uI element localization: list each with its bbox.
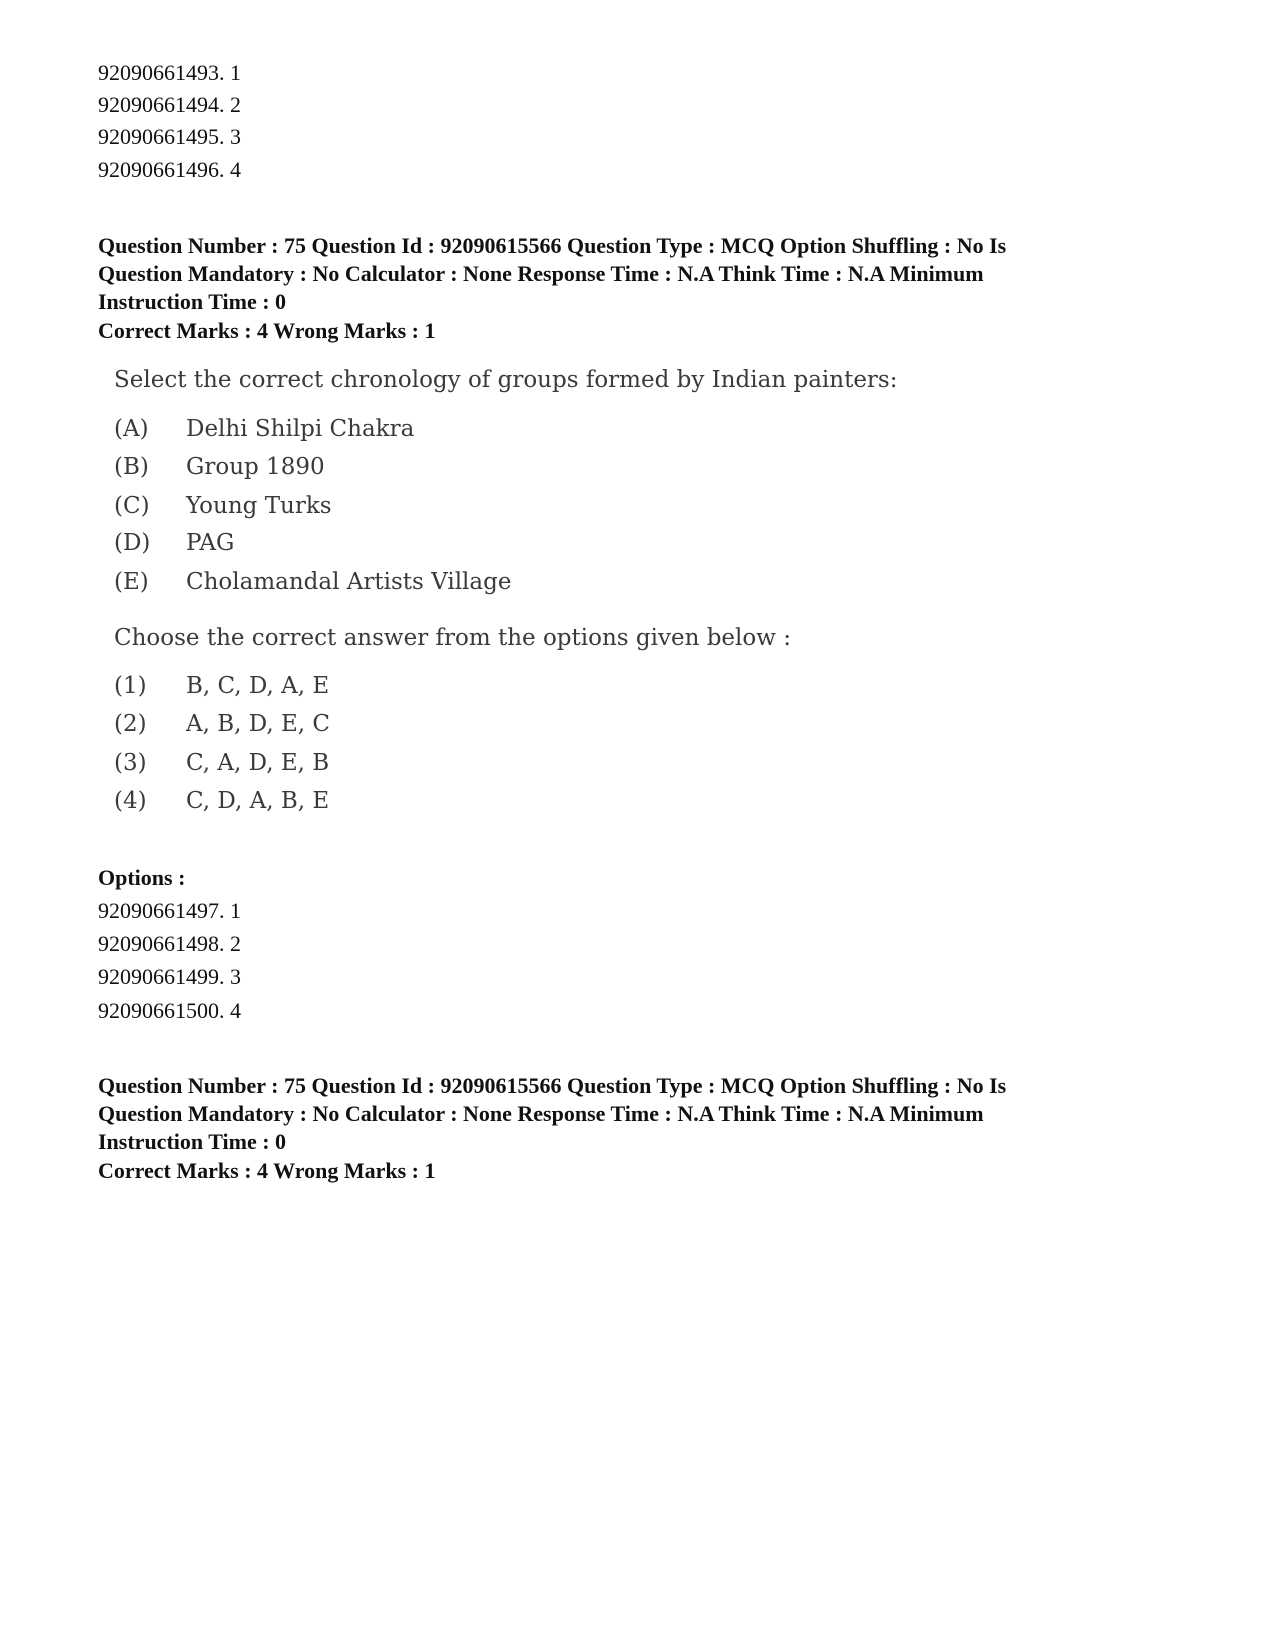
item-tag: (A) xyxy=(114,416,149,442)
answer-choice xyxy=(114,673,329,699)
item-text: Cholamandal Artists Village xyxy=(186,569,512,595)
question-header-line: Question Number : 75 Question Id : 92090615566 Question Type : MCQ Option Shuffling : No Is xyxy=(98,233,1007,258)
question-image xyxy=(98,367,898,848)
choice-text: B, C, D, A, E xyxy=(186,673,330,699)
question-header-line: Question Number : 75 Question Id : 92090615566 Question Type : MCQ Option Shuffling : No Is xyxy=(98,1073,1007,1098)
marks-line: Correct Marks : 4 Wrong Marks : 1 xyxy=(98,1158,436,1183)
question-header-line: Question Mandatory : No Calculator : None Response Time : N.A Think Time : N.A Minimum xyxy=(98,1101,984,1126)
choice-tag: (2) xyxy=(114,711,147,737)
item-text: Young Turks xyxy=(186,493,332,519)
question-header-line: Instruction Time : 0 xyxy=(98,1129,287,1154)
choice-tag: (1) xyxy=(114,673,147,699)
option-line: 92090661498. 2 xyxy=(98,931,241,956)
option-line: 92090661499. 3 xyxy=(98,964,241,989)
question-item xyxy=(114,569,511,595)
option-line: 92090661497. 1 xyxy=(98,898,241,923)
option-line: 92090661495. 3 xyxy=(98,124,241,149)
item-tag: (D) xyxy=(114,530,151,556)
item-tag: (C) xyxy=(114,493,150,519)
answer-choice xyxy=(114,711,330,737)
marks-line: Correct Marks : 4 Wrong Marks : 1 xyxy=(98,318,436,343)
option-line: 92090661493. 1 xyxy=(98,60,241,85)
question-item xyxy=(114,493,332,519)
question-header xyxy=(98,1072,1178,1156)
choice-text: A, B, D, E, C xyxy=(186,711,331,737)
choice-tag: (4) xyxy=(114,788,147,814)
choose-instruction: Choose the correct answer from the options given below : xyxy=(114,625,791,651)
choice-text: C, A, D, E, B xyxy=(186,750,330,776)
question-header-line: Question Mandatory : No Calculator : None Response Time : N.A Think Time : N.A Minimum xyxy=(98,261,984,286)
item-text: Group 1890 xyxy=(186,454,325,480)
choice-tag: (3) xyxy=(114,750,147,776)
option-line: 92090661494. 2 xyxy=(98,92,241,117)
question-item xyxy=(114,530,234,556)
answer-choice xyxy=(114,788,329,814)
item-text: PAG xyxy=(186,530,235,556)
option-line: 92090661500. 4 xyxy=(98,998,241,1023)
item-text: Delhi Shilpi Chakra xyxy=(186,416,415,442)
question-prompt: Select the correct chronology of groups formed by Indian painters: xyxy=(114,367,898,393)
question-item xyxy=(114,416,414,442)
options-label: Options : xyxy=(98,865,186,890)
question-header xyxy=(98,232,1178,316)
option-line: 92090661496. 4 xyxy=(98,157,241,182)
choice-text: C, D, A, B, E xyxy=(186,788,330,814)
question-header-line: Instruction Time : 0 xyxy=(98,289,287,314)
item-tag: (B) xyxy=(114,454,149,480)
answer-choice xyxy=(114,750,329,776)
question-item xyxy=(114,454,325,480)
item-tag: (E) xyxy=(114,569,149,595)
